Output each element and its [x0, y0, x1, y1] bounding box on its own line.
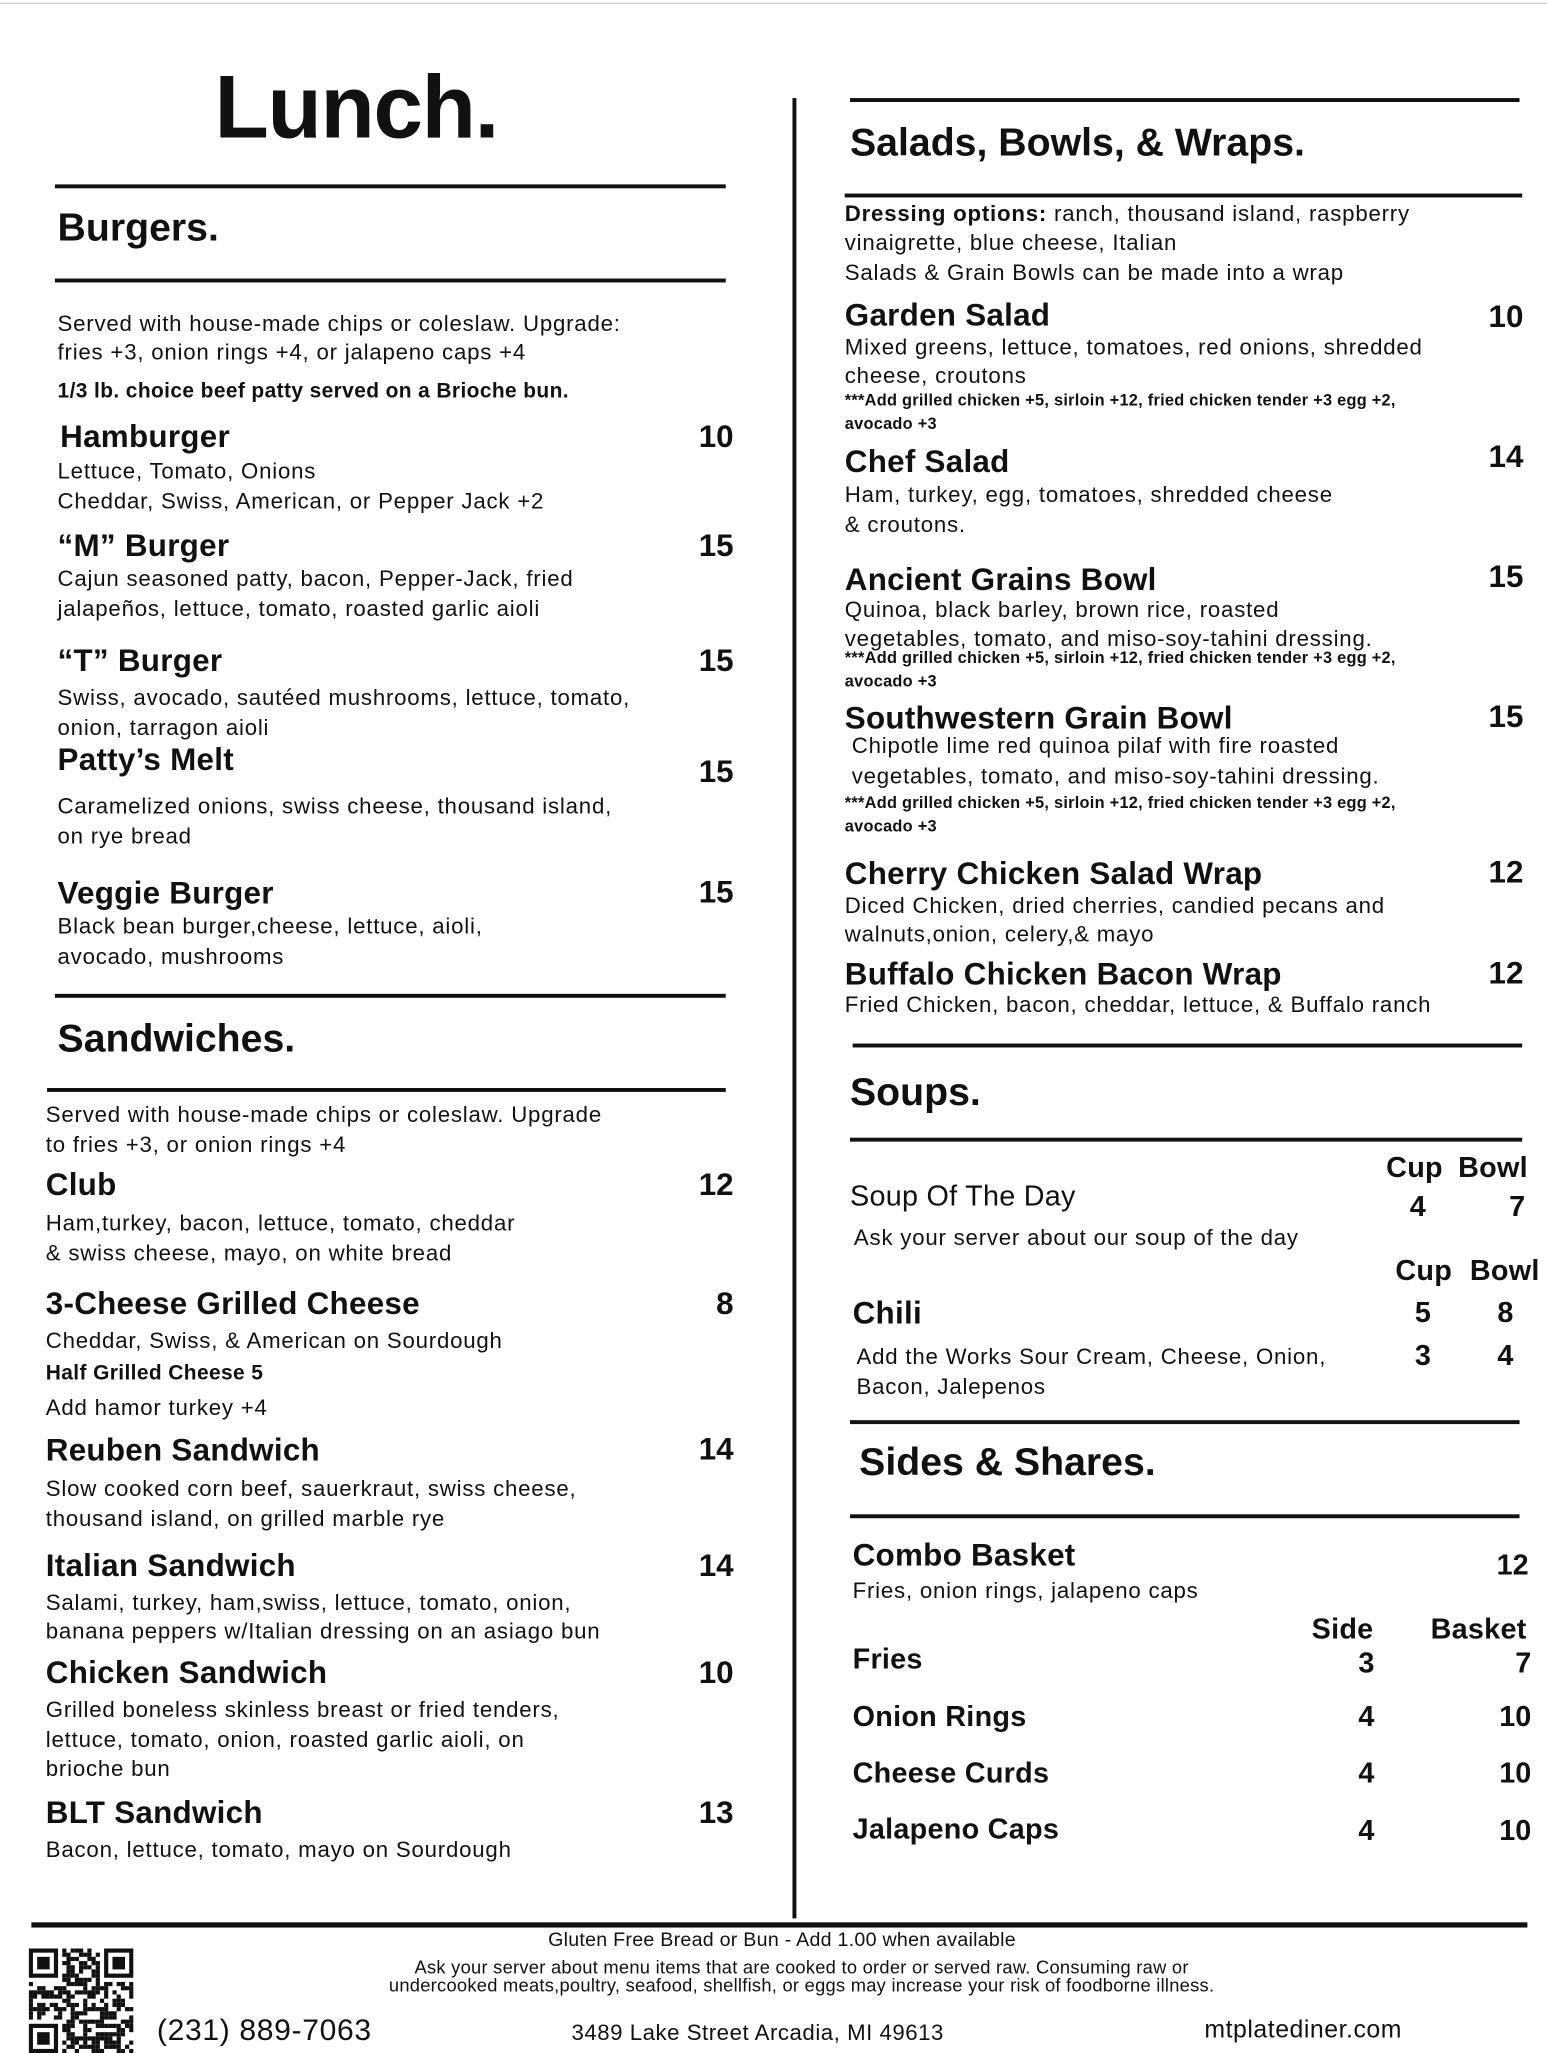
phone-number[interactable]: (231) 889-7063 — [156, 2012, 372, 2047]
dressing-label: Dressing options: — [844, 201, 1048, 227]
item-desc: Diced Chicken, dried cherries, candied pecans and — [844, 893, 1385, 919]
section-heading-burgers: Burgers. — [57, 206, 219, 250]
item-desc: Fried Chicken, bacon, cheddar, lettuce, & Buffalo ranch — [844, 992, 1432, 1018]
item-name: Chef Salad — [844, 444, 1010, 480]
top-border — [0, 3, 1547, 4]
item-price: 12 — [1488, 955, 1524, 992]
divider — [850, 98, 1520, 102]
food-warning: undercooked meats,poultry, seafood, shellfish, or eggs may increase your risk of foodborne illness. — [388, 1974, 1215, 1996]
item-desc: Bacon, Jalepenos — [856, 1374, 1046, 1400]
item-desc: onion, tarragon aioli — [57, 715, 270, 741]
item-desc: Lettuce, Tomato, Onions — [57, 459, 317, 484]
item-desc: & croutons. — [844, 512, 966, 538]
menu-title: Lunch. — [214, 57, 499, 157]
addon-note: avocado +3 — [844, 672, 937, 691]
addon-note: ***Add grilled chicken +5, sirloin +12, fried chicken tender +3 egg +2, — [844, 391, 1396, 410]
bowl-price: 8 — [1497, 1295, 1514, 1329]
sandwiches-intro: to fries +3, or onion rings +4 — [45, 1132, 347, 1158]
bowl-label: Bowl — [1458, 1150, 1528, 1184]
item-price: 8 — [716, 1286, 734, 1323]
cup-price: 4 — [1409, 1190, 1426, 1223]
side-price: 4 — [1358, 1756, 1375, 1789]
item-price: 14 — [698, 1548, 734, 1584]
dressing-options: vinaigrette, blue cheese, Italian — [844, 230, 1178, 256]
addon-note: avocado +3 — [844, 817, 937, 836]
item-price: 15 — [698, 528, 734, 564]
item-desc: banana peppers w/Italian dressing on an asiago bun — [45, 1618, 601, 1644]
item-desc: brioche bun — [45, 1756, 171, 1782]
item-price: 13 — [698, 1795, 734, 1831]
food-warning: Ask your server about menu items that are cooked to order or served raw. Consuming raw or — [414, 1956, 1189, 1978]
item-name: Club — [45, 1167, 117, 1204]
section-heading-soups: Soups. — [850, 1071, 981, 1115]
divider — [850, 1138, 1522, 1142]
address: 3489 Lake Street Arcadia, MI 49613 — [571, 2020, 944, 2046]
item-price: 10 — [698, 419, 734, 456]
item-desc: Grilled boneless skinless breast or fried tenders, — [45, 1697, 560, 1723]
item-desc: Ham, turkey, egg, tomatoes, shredded cheese — [844, 482, 1333, 508]
side-price: 4 — [1358, 1700, 1375, 1733]
item-desc: vegetables, tomato, and miso-soy-tahini dressing. — [844, 626, 1373, 652]
basket-price: 10 — [1499, 1756, 1532, 1789]
side-label: Side — [1311, 1612, 1374, 1646]
item-name: Veggie Burger — [57, 876, 274, 912]
side-price: 3 — [1358, 1646, 1375, 1680]
basket-price: 10 — [1499, 1700, 1532, 1733]
item-name: Ancient Grains Bowl — [844, 562, 1157, 598]
item-name: Hamburger — [60, 419, 230, 456]
item-price: 12 — [1488, 855, 1524, 891]
item-name: Reuben Sandwich — [45, 1433, 320, 1469]
item-name: Italian Sandwich — [45, 1548, 296, 1584]
item-name: BLT Sandwich — [45, 1795, 263, 1831]
item-price: 14 — [698, 1431, 734, 1468]
item-desc: Mixed greens, lettuce, tomatoes, red onions, shredded — [844, 334, 1423, 360]
addon-note: ***Add grilled chicken +5, sirloin +12, fried chicken tender +3 egg +2, — [844, 648, 1396, 667]
item-name: Cherry Chicken Salad Wrap — [844, 856, 1263, 892]
item-price: 10 — [1488, 299, 1524, 335]
bowl-price: 7 — [1509, 1190, 1526, 1223]
burgers-intro: fries +3, onion rings +4, or jalapeno caps +4 — [57, 340, 527, 365]
item-desc: walnuts,onion, celery,& mayo — [844, 921, 1155, 947]
side-price: 4 — [1358, 1813, 1375, 1847]
item-desc: Swiss, avocado, sautéed mushrooms, lettuce, tomato, — [57, 685, 631, 711]
dressing-text: ranch, thousand island, raspberry — [1047, 201, 1410, 227]
footer-divider — [31, 1922, 1527, 1927]
item-desc: & swiss cheese, mayo, on white bread — [45, 1241, 453, 1266]
item-desc: Add the Works Sour Cream, Cheese, Onion, — [856, 1344, 1327, 1370]
divider — [55, 279, 726, 283]
item-name: Patty’s Melt — [57, 742, 234, 779]
item-desc: Chipotle lime red quinoa pilaf with fire roasted — [844, 733, 1340, 759]
item-desc: Cajun seasoned patty, bacon, Pepper-Jack, fried — [57, 566, 574, 592]
basket-label: Basket — [1430, 1612, 1527, 1646]
qr-code-icon[interactable] — [29, 1948, 134, 2053]
item-name: Southwestern Grain Bowl — [844, 700, 1233, 737]
item-name: Chicken Sandwich — [45, 1655, 328, 1691]
item-price: 12 — [698, 1167, 734, 1204]
gluten-free-note: Gluten Free Bread or Bun - Add 1.00 when available — [548, 1928, 1016, 1952]
item-name: Soup Of The Day — [850, 1179, 1076, 1213]
bowl-label: Bowl — [1469, 1254, 1540, 1287]
item-name: Combo Basket — [852, 1537, 1076, 1574]
item-desc: Slow cooked corn beef, sauerkraut, swiss cheese, — [45, 1476, 577, 1502]
column-divider — [792, 98, 796, 1918]
item-price: 10 — [698, 1655, 734, 1691]
item-name: “T” Burger — [57, 643, 223, 679]
basket-price: 7 — [1515, 1646, 1532, 1680]
wrap-note: Salads & Grain Bowls can be made into a wrap — [844, 260, 1344, 286]
item-desc: Salami, turkey, ham,swiss, lettuce, tomato, onion, — [45, 1590, 572, 1616]
item-desc: on rye bread — [57, 823, 192, 849]
item-desc: Cheddar, Swiss, American, or Pepper Jack +2 — [57, 489, 545, 514]
item-note: Half Grilled Cheese 5 — [45, 1362, 264, 1385]
item-name: Chili — [852, 1295, 922, 1332]
item-desc: cheese, croutons — [844, 363, 1027, 389]
item-desc: Bacon, lettuce, tomato, mayo on Sourdough — [45, 1837, 512, 1863]
item-price: 15 — [1488, 559, 1524, 596]
item-desc: lettuce, tomato, onion, roasted garlic aioli, on — [45, 1727, 525, 1753]
divider — [853, 1044, 1523, 1048]
item-desc: avocado, mushrooms — [57, 944, 285, 970]
divider — [850, 1514, 1520, 1518]
item-desc: jalapeños, lettuce, tomato, roasted garlic aioli — [57, 596, 541, 622]
section-heading-sides: Sides & Shares. — [859, 1441, 1156, 1485]
divider — [845, 194, 1522, 198]
sandwiches-intro: Served with house-made chips or coleslaw. Upgrade — [45, 1102, 602, 1128]
basket-price: 10 — [1499, 1813, 1532, 1847]
item-desc: Ask your server about our soup of the day — [853, 1225, 1299, 1251]
item-desc: Add hamor turkey +4 — [45, 1395, 268, 1421]
divider — [47, 1088, 726, 1092]
item-name: Onion Rings — [852, 1700, 1027, 1733]
section-heading-sandwiches: Sandwiches. — [57, 1017, 296, 1061]
cup-price: 5 — [1414, 1295, 1431, 1329]
item-desc: Fries, onion rings, jalapeno caps — [852, 1578, 1199, 1604]
item-desc: Caramelized onions, swiss cheese, thousand island, — [57, 793, 613, 819]
item-name: Cheese Curds — [852, 1756, 1050, 1789]
divider — [55, 184, 726, 188]
works-bowl-price: 4 — [1497, 1339, 1514, 1372]
works-cup-price: 3 — [1414, 1339, 1431, 1372]
item-name: Jalapeno Caps — [852, 1812, 1060, 1846]
item-price: 14 — [1488, 439, 1524, 475]
item-price: 15 — [698, 754, 734, 790]
item-price: 15 — [698, 874, 734, 911]
divider — [850, 1420, 1520, 1424]
item-desc: Cheddar, Swiss, & American on Sourdough — [45, 1328, 503, 1354]
item-desc: Ham,turkey, bacon, lettuce, tomato, cheddar — [45, 1210, 516, 1236]
item-price: 15 — [698, 643, 734, 679]
burgers-intro: Served with house-made chips or coleslaw. Upgrade: — [57, 311, 621, 337]
website-link[interactable]: mtplatediner.com — [1204, 2016, 1402, 2044]
section-heading-salads: Salads, Bowls, & Wraps. — [850, 121, 1305, 165]
cup-label: Cup — [1386, 1150, 1443, 1184]
item-desc: thousand island, on grilled marble rye — [45, 1506, 446, 1532]
divider — [55, 994, 726, 998]
item-name: Garden Salad — [844, 298, 1051, 334]
addon-note: avocado +3 — [844, 414, 937, 433]
item-name: 3-Cheese Grilled Cheese — [45, 1286, 420, 1323]
item-desc: vegetables, tomato, and miso-soy-tahini dressing. — [844, 763, 1380, 789]
item-name: Fries — [852, 1642, 923, 1676]
item-desc: Quinoa, black barley, brown rice, roasted — [844, 597, 1280, 623]
dressing-options — [845, 203, 1410, 225]
item-price: 15 — [1488, 699, 1524, 735]
item-name: “M” Burger — [57, 528, 230, 564]
cup-label: Cup — [1395, 1254, 1453, 1287]
addon-note: ***Add grilled chicken +5, sirloin +12, fried chicken tender +3 egg +2, — [844, 793, 1396, 813]
item-price: 12 — [1496, 1548, 1529, 1582]
item-desc: Black bean burger,cheese, lettuce, aioli, — [57, 914, 483, 939]
burgers-note: 1/3 lb. choice beef patty served on a Brioche bun. — [57, 380, 569, 403]
item-name: Buffalo Chicken Bacon Wrap — [844, 957, 1282, 993]
